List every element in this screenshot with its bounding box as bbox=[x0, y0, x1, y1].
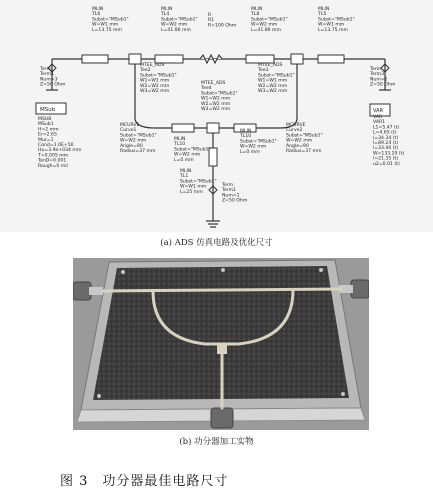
component-label: MLIN TL10 Subst="MSub1" W=W2 mm L=0 mm bbox=[240, 129, 277, 155]
component-label: MTEE_ADS Tee4 Subst="MSub1" W1=W2 mm W2=W2 mm W3=W2 mm bbox=[201, 81, 238, 112]
component-label: MLIN TL6 Subst="MSub1" W=W1 mm L=13.75 mm bbox=[92, 7, 129, 33]
caption-b: (b) 功分器加工实物 bbox=[179, 437, 254, 447]
component-label: MLIN TL4 Subst="MSub1" W=W2 mm L=41.86 mm bbox=[161, 7, 198, 33]
component-label: VAR VAR1 L1=5.47 (t) L=4.65 (t) l=34.34 (t) l=89.24 (t) l=33.40 (t) W=133.29 (t) l=21.35 (t) u2=0.01 (t) bbox=[373, 115, 405, 167]
component-label: MLIN TL10 Subst="MSub1" W=W2 mm L=0 mm bbox=[174, 137, 211, 163]
caption-a: (a) ADS 仿真电路及优化尺寸 bbox=[160, 238, 273, 248]
fabricated-divider-photo bbox=[73, 258, 369, 430]
component-label: MLIN TL5 Subst="MSub1" W=W1 mm L=13.75 mm bbox=[318, 7, 355, 33]
component-label: Term Term1 Num=3 Z=50 Ohm bbox=[40, 67, 66, 88]
component-label: Term Term3 Num=2 Z=50 Ohm bbox=[370, 67, 396, 88]
svg-text:MSub: MSub bbox=[40, 107, 56, 113]
component-label: MLIN TL8 Subst="MSub1" W=W2 mm L=41.86 mm bbox=[251, 7, 288, 33]
figure-label: 图 3 功分器最佳电路尺寸 bbox=[60, 474, 229, 489]
component-label: MCURVE Curve1 Subst="MSub1" W=W2 mm Angle=90 Radius=37 mm bbox=[120, 123, 157, 154]
component-label: R R1 R=100 Ohm bbox=[208, 13, 237, 29]
component-label: MCURVE Curve2 Subst="MSub1" W=W2 mm Angle=90 Radius=37 mm bbox=[286, 123, 323, 154]
svg-text:VAR: VAR bbox=[373, 108, 383, 114]
component-label: MTEE_ADS Tee3 Subst="MSub1" W1=W1 mm W2=W2 mm W3=W2 mm bbox=[258, 63, 295, 94]
component-label: MSUB MSub1 H=2 mm Er=2.65 Mur=1 Cond=1.0E+50 Hu=3.9e+034 mm T=0.005 mm TanD=0.001 Rough=0 mil bbox=[38, 117, 82, 169]
component-label: Term Term1 Num=1 Z=50 Ohm bbox=[222, 183, 248, 204]
component-label: MLIN TL1 Subst="MSub1" W=W1 mm L=25 mm bbox=[180, 169, 217, 195]
ads-schematic bbox=[0, 0, 433, 232]
component-label: MTEE_ADS Tee2 Subst="MSub1" W1=W1 mm W2=W2 mm W3=W2 mm bbox=[140, 63, 177, 94]
